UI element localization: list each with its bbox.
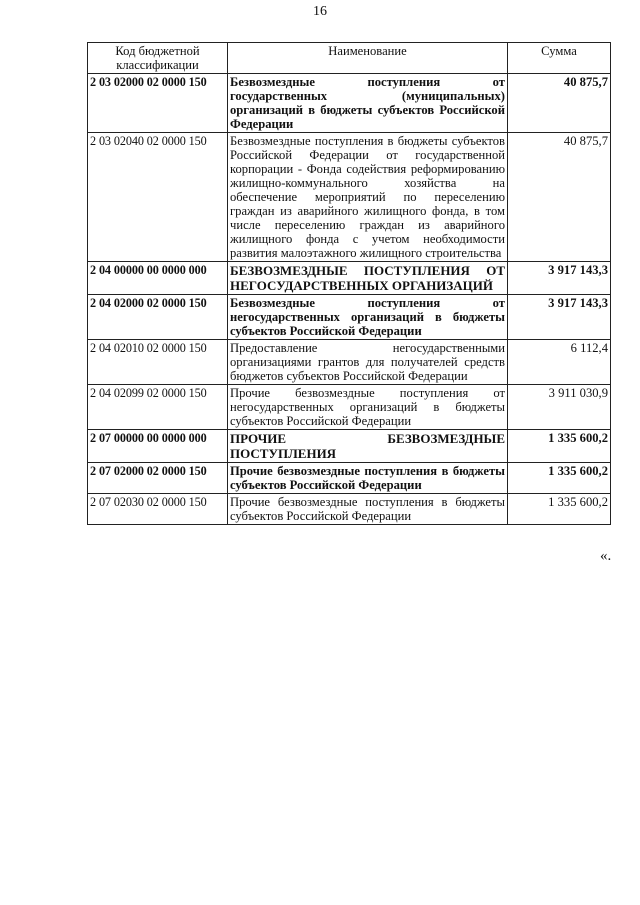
- table-row: [88, 295, 611, 340]
- table-row: [88, 74, 611, 133]
- sum-cell: 1 335 600,2: [508, 430, 611, 463]
- code-cell: 2 03 02040 02 0000 150: [88, 133, 228, 262]
- table-row: [88, 262, 611, 295]
- sum-cell: 3 917 143,3: [508, 295, 611, 340]
- table-row: [88, 133, 611, 262]
- code-cell: 2 04 00000 00 0000 000: [88, 262, 228, 295]
- page-number: 16: [313, 4, 327, 19]
- header-name: Наименование: [228, 43, 508, 74]
- code-cell: 2 04 02010 02 0000 150: [88, 340, 228, 385]
- sum-cell: 40 875,7: [508, 133, 611, 262]
- header-sum: Сумма: [508, 43, 611, 74]
- sum-cell: 1 335 600,2: [508, 463, 611, 494]
- name-cell: Прочие безвозмездные поступления в бюджеты субъектов Российской Федерации: [228, 463, 508, 494]
- table-row: [88, 430, 611, 463]
- table-header-row: [88, 43, 611, 74]
- name-cell: ПРОЧИЕ БЕЗВОЗМЕЗДНЫЕ ПОСТУПЛЕНИЯ: [228, 430, 508, 463]
- sum-cell: 6 112,4: [508, 340, 611, 385]
- code-cell: 2 07 00000 00 0000 000: [88, 430, 228, 463]
- sum-cell: 3 911 030,9: [508, 385, 611, 430]
- code-cell: 2 04 02099 02 0000 150: [88, 385, 228, 430]
- code-cell: 2 03 02000 02 0000 150: [88, 74, 228, 133]
- table-body: [88, 74, 611, 525]
- sum-cell: 40 875,7: [508, 74, 611, 133]
- name-cell: Безвозмездные поступления от государственных (муниципальных) организаций в бюджеты субъектов Российской Федерации: [228, 74, 508, 133]
- name-cell: БЕЗВОЗМЕЗДНЫЕ ПОСТУПЛЕНИЯ ОТ НЕГОСУДАРСТВЕННЫХ ОРГАНИЗАЦИЙ: [228, 262, 508, 295]
- table-row: [88, 494, 611, 525]
- header-code: Код бюджетной классификации: [88, 43, 228, 74]
- closing-quote-mark: «.: [600, 548, 612, 564]
- name-cell: Безвозмездные поступления в бюджеты субъектов Российской Федерации от государственной корпорации - Фонда содействия реформированию жилищно-коммунального хозяйства на обеспечение мероприятий по переселению граждан из аварийного жилищного фонда, в том числе переселению граждан из аварийного жилищного фонда с учетом необходимости развития малоэтажного жилищного строительства: [228, 133, 508, 262]
- table-row: [88, 385, 611, 430]
- table-row: [88, 463, 611, 494]
- code-cell: 2 04 02000 02 0000 150: [88, 295, 228, 340]
- budget-classification-table: [87, 42, 611, 525]
- sum-cell: 1 335 600,2: [508, 494, 611, 525]
- name-cell: Предоставление негосударственными организациями грантов для получателей средств бюджетов субъектов Российской Федерации: [228, 340, 508, 385]
- name-cell: Прочие безвозмездные поступления в бюджеты субъектов Российской Федерации: [228, 494, 508, 525]
- name-cell: Прочие безвозмездные поступления от негосударственных организаций в бюджеты субъектов Российской Федерации: [228, 385, 508, 430]
- name-cell: Безвозмездные поступления от негосударственных организаций в бюджеты субъектов Российской Федерации: [228, 295, 508, 340]
- table-row: [88, 340, 611, 385]
- code-cell: 2 07 02000 02 0000 150: [88, 463, 228, 494]
- code-cell: 2 07 02030 02 0000 150: [88, 494, 228, 525]
- sum-cell: 3 917 143,3: [508, 262, 611, 295]
